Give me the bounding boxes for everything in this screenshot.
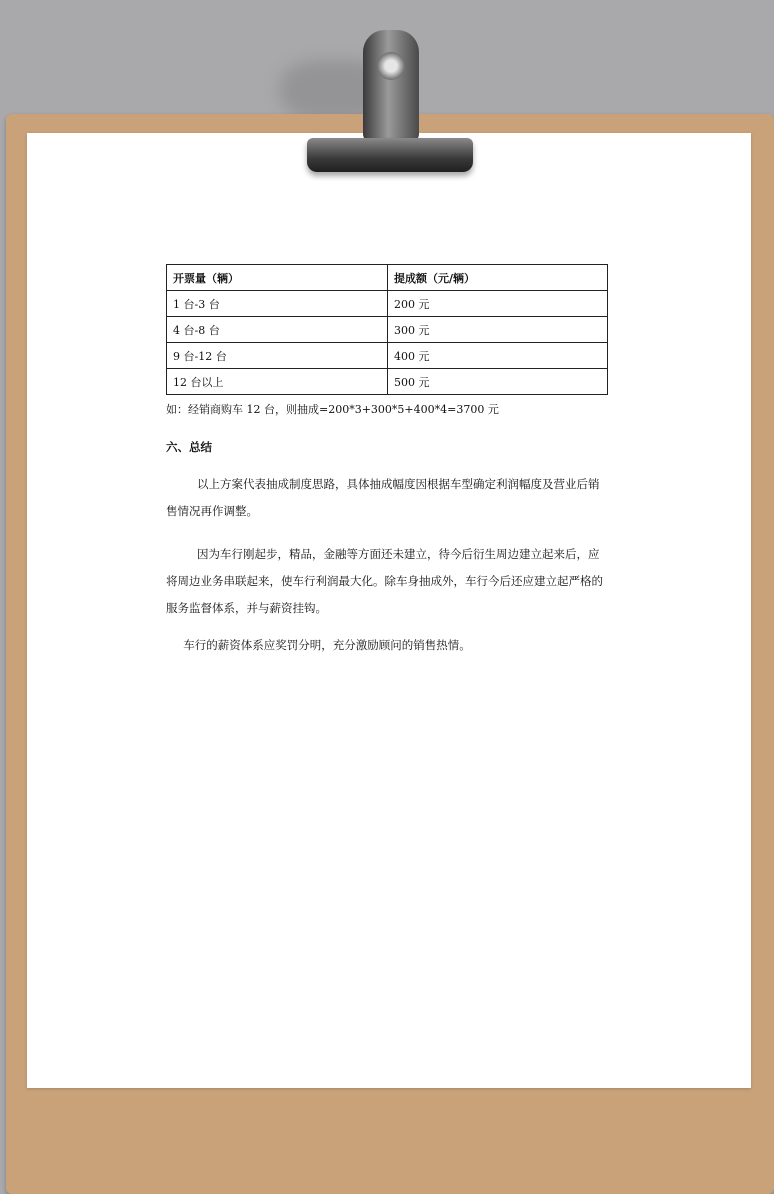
table-cell: 9 台-12 台 [167,343,388,369]
table-cell: 4 台-8 台 [167,317,388,343]
example-text: 如：经销商购车 12 台，则抽成=200*3+300*5+400*4=3700 元 [166,403,499,416]
table-row [167,369,608,395]
table-cell: 400 元 [388,343,608,369]
paragraph: 因为车行刚起步，精品，金融等方面还未建立，待今后衍生周边建立起来后，应将周边业务串联起来，使车行利润最大化。除车身抽成外，车行今后还应建立起严格的服务监督体系，并与薪资挂钩。 [166,547,603,616]
commission-table [166,264,608,395]
table-row [167,343,608,369]
table-header-row [167,265,608,291]
table-header-cell: 提成额（元/辆） [388,265,608,291]
section-heading: 六、总结 [166,440,212,454]
paragraph: 车行的薪资体系应奖罚分明，充分激励顾问的销售热情。 [183,638,471,653]
table-cell: 200 元 [388,291,608,317]
binder-clip-hole [377,52,405,80]
binder-clip-icon [307,138,473,172]
table-cell: 500 元 [388,369,608,395]
table-row [167,317,608,343]
binder-clip-arm [363,30,419,142]
paragraph: 以上方案代表抽成制度思路，具体抽成幅度因根据车型确定利润幅度及营业后销售情况再作调整。 [166,477,600,519]
table-cell: 1 台-3 台 [167,291,388,317]
table-row [167,291,608,317]
table-cell: 300 元 [388,317,608,343]
table-cell: 12 台以上 [167,369,388,395]
table-header-cell: 开票量（辆） [167,265,388,291]
document-content [166,264,608,659]
